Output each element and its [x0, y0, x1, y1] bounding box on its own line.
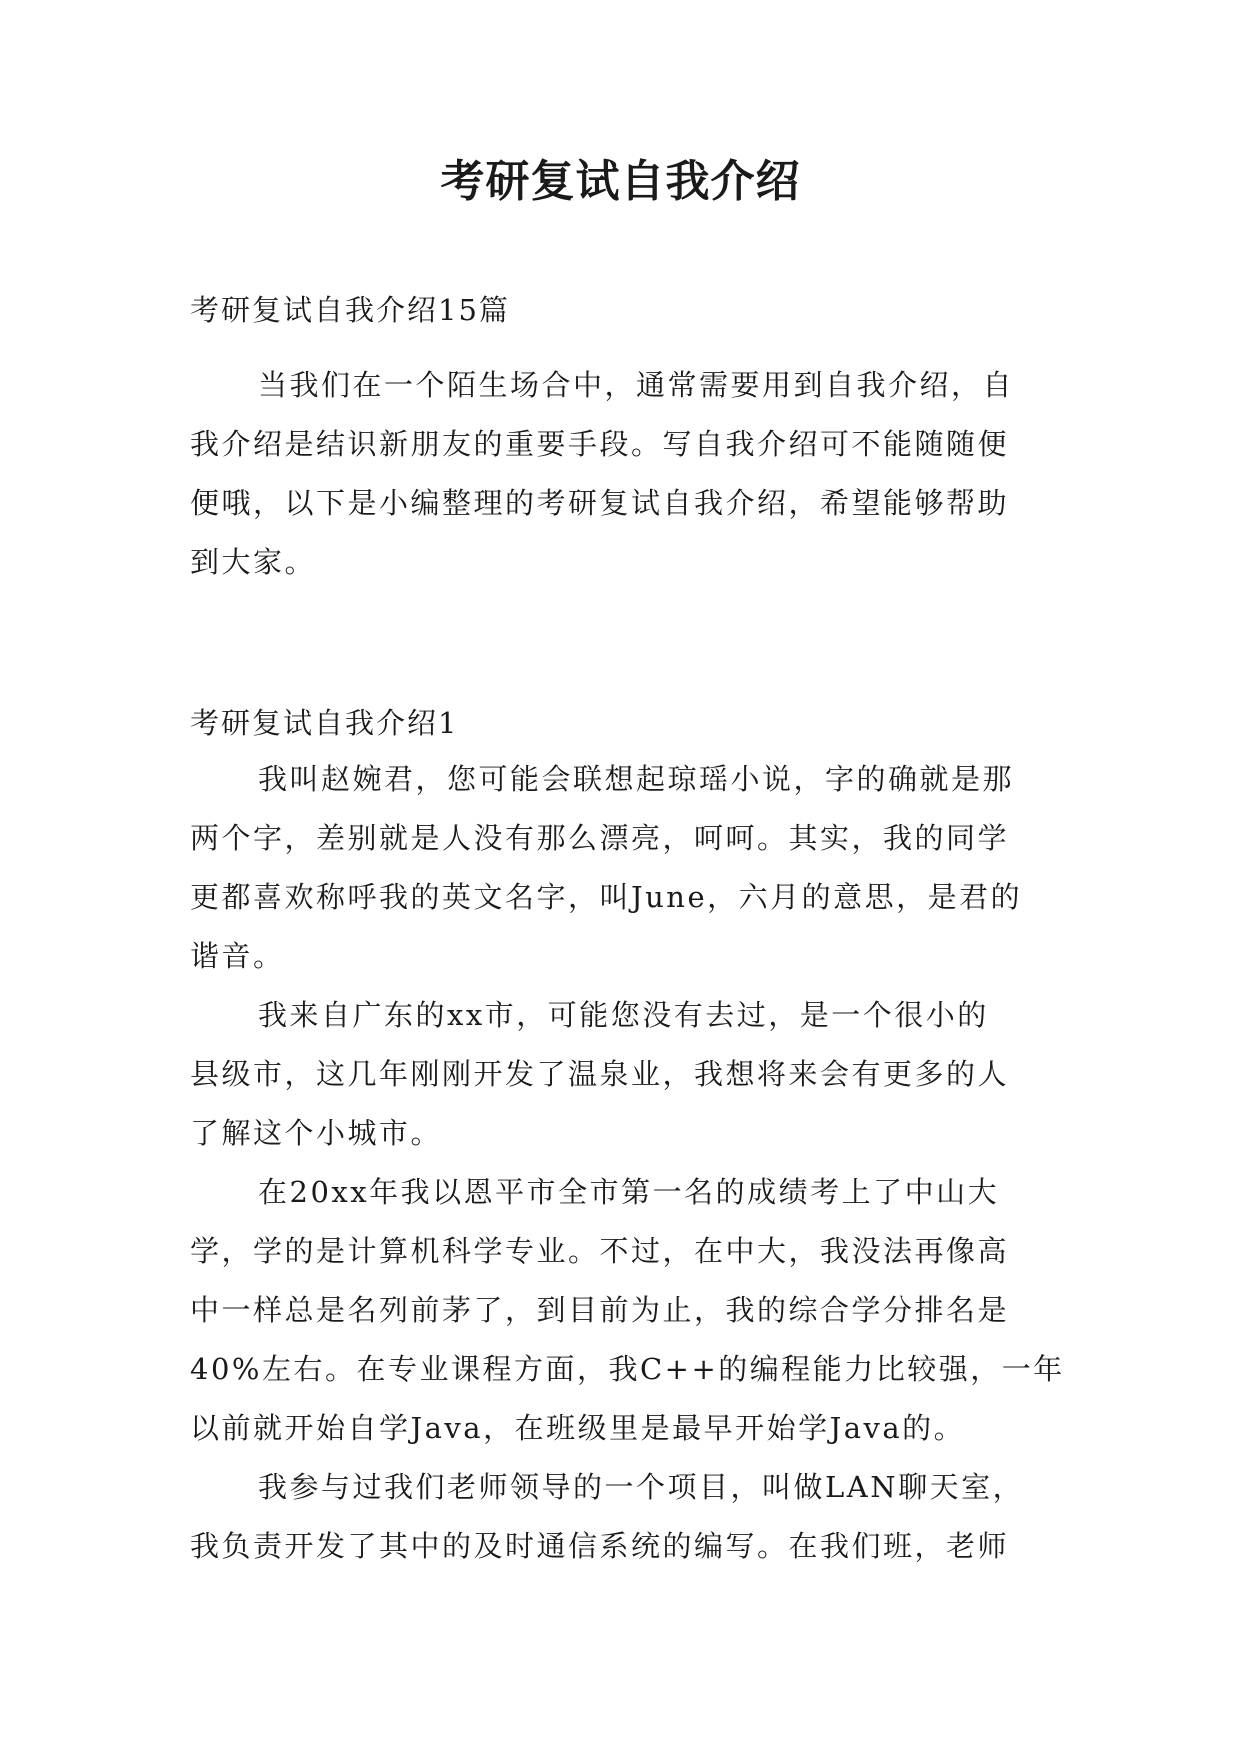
text-line: 我参与过我们老师领导的一个项目，叫做LAN聊天室，: [258, 1470, 1025, 1504]
text-line: 我负责开发了其中的及时通信系统的编写。在我们班，老师: [190, 1529, 1010, 1563]
text-line: 县级市，这几年刚刚开发了温泉业，我想将来会有更多的人: [190, 1057, 1010, 1091]
intro-paragraph: [190, 356, 1052, 592]
paragraph-1: [190, 750, 1052, 986]
text-line: 了解这个小城市。: [190, 1116, 443, 1150]
text-line: 在20xx年我以恩平市全市第一名的成绩考上了中山大: [258, 1175, 1000, 1209]
text-line: 我来自广东的xx市，可能您没有去过，是一个很小的: [258, 998, 989, 1032]
text-line: 更都喜欢称呼我的英文名字，叫June，六月的意思，是君的: [190, 880, 1023, 914]
text-line: 谐音。: [190, 939, 285, 973]
text-line: 便哦，以下是小编整理的考研复试自我介绍，希望能够帮助: [190, 486, 1010, 520]
text-line: 以前就开始自学Java，在班级里是最早开始学Java的。: [190, 1411, 966, 1445]
document-subtitle: 考研复试自我介绍15篇: [190, 293, 510, 327]
text-line: 我叫赵婉君，您可能会联想起琼瑶小说，字的确就是那: [258, 762, 1015, 796]
section-heading: 考研复试自我介绍1: [190, 706, 459, 740]
text-line: 两个字，差别就是人没有那么漂亮，呵呵。其实，我的同学: [190, 821, 1010, 855]
text-line: 到大家。: [190, 545, 317, 579]
paragraph-3: [190, 1163, 1065, 1458]
text-line: 中一样总是名列前茅了，到目前为止，我的综合学分排名是: [190, 1293, 1010, 1327]
text-line: 我介绍是结识新朋友的重要手段。写自我介绍可不能随随便: [190, 427, 1010, 461]
text-line: 40%左右。在专业课程方面，我C++的编程能力比较强，一年: [190, 1352, 1065, 1386]
paragraph-2: [190, 986, 1052, 1163]
text-line: 当我们在一个陌生场合中，通常需要用到自我介绍，自: [258, 368, 1015, 402]
paragraph-4: [190, 1458, 1052, 1576]
document-title: 考研复试自我介绍: [440, 156, 801, 207]
text-line: 学，学的是计算机科学专业。不过，在中大，我没法再像高: [190, 1234, 1010, 1268]
